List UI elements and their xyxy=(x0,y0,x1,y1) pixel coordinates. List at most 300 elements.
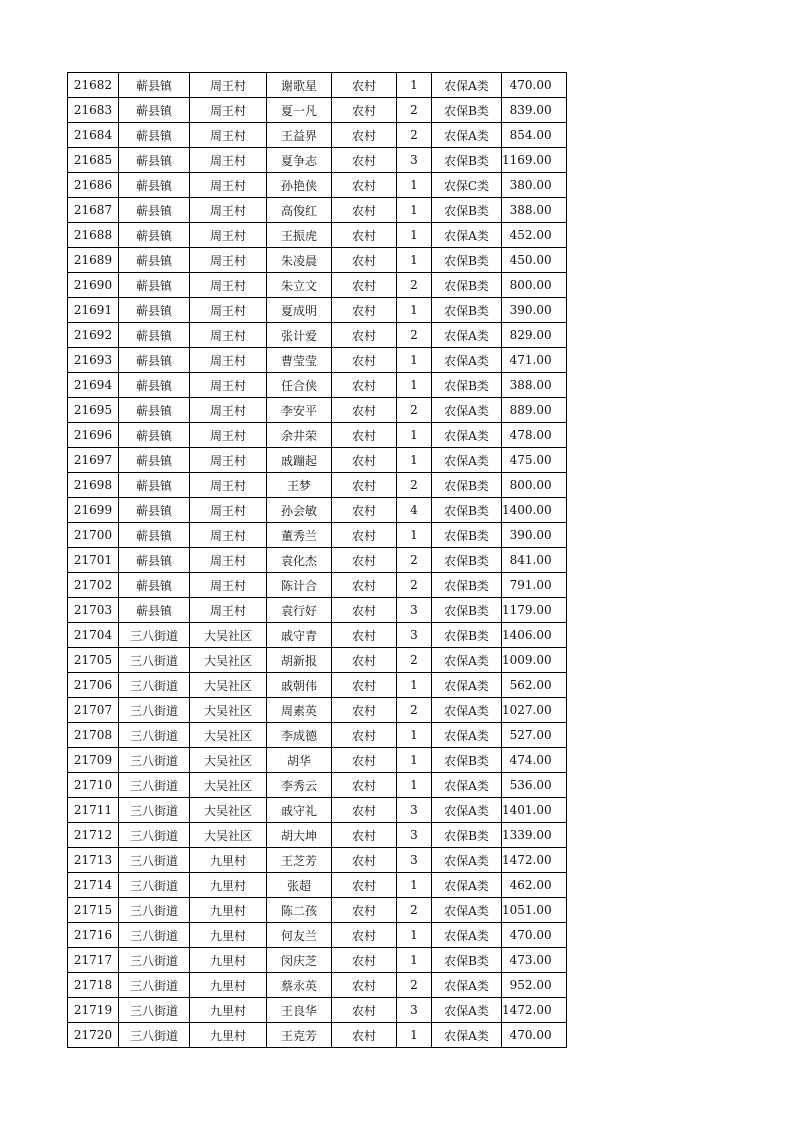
area-type-cell: 农村 xyxy=(332,373,397,398)
serial-number-cell: 21703 xyxy=(68,598,119,623)
town-cell: 三八街道 xyxy=(119,798,190,823)
area-type-cell: 农村 xyxy=(332,498,397,523)
table-row xyxy=(68,573,567,598)
serial-number-cell: 21708 xyxy=(68,723,119,748)
town-cell: 三八街道 xyxy=(119,973,190,998)
category-cell: 农保A类 xyxy=(432,973,502,998)
category-cell: 农保B类 xyxy=(432,523,502,548)
household-count-cell: 1 xyxy=(397,373,432,398)
area-type-cell: 农村 xyxy=(332,273,397,298)
village-cell: 大吴社区 xyxy=(190,748,267,773)
area-type-cell: 农村 xyxy=(332,448,397,473)
town-cell: 蕲县镇 xyxy=(119,548,190,573)
name-cell: 袁行好 xyxy=(267,598,332,623)
table-row xyxy=(68,448,567,473)
area-type-cell: 农村 xyxy=(332,573,397,598)
table-row xyxy=(68,898,567,923)
table-row xyxy=(68,223,567,248)
household-count-cell: 3 xyxy=(397,623,432,648)
category-cell: 农保A类 xyxy=(432,848,502,873)
town-cell: 三八街道 xyxy=(119,823,190,848)
area-type-cell: 农村 xyxy=(332,73,397,98)
name-cell: 王克芳 xyxy=(267,1023,332,1048)
town-cell: 蕲县镇 xyxy=(119,73,190,98)
serial-number-cell: 21694 xyxy=(68,373,119,398)
amount-cell: 952.00 xyxy=(502,973,567,998)
town-cell: 三八街道 xyxy=(119,673,190,698)
household-count-cell: 1 xyxy=(397,1023,432,1048)
village-cell: 九里村 xyxy=(190,998,267,1023)
name-cell: 周素英 xyxy=(267,698,332,723)
name-cell: 胡大坤 xyxy=(267,823,332,848)
category-cell: 农保B类 xyxy=(432,623,502,648)
serial-number-cell: 21699 xyxy=(68,498,119,523)
name-cell: 王振虎 xyxy=(267,223,332,248)
household-count-cell: 2 xyxy=(397,648,432,673)
household-count-cell: 2 xyxy=(397,273,432,298)
household-count-cell: 3 xyxy=(397,148,432,173)
name-cell: 夏成明 xyxy=(267,298,332,323)
amount-cell: 1051.00 xyxy=(502,898,567,923)
table-row xyxy=(68,748,567,773)
area-type-cell: 农村 xyxy=(332,398,397,423)
name-cell: 曹莹莹 xyxy=(267,348,332,373)
table-row xyxy=(68,1023,567,1048)
name-cell: 戚朝伟 xyxy=(267,673,332,698)
serial-number-cell: 21696 xyxy=(68,423,119,448)
category-cell: 农保A类 xyxy=(432,773,502,798)
amount-cell: 854.00 xyxy=(502,123,567,148)
town-cell: 三八街道 xyxy=(119,923,190,948)
serial-number-cell: 21684 xyxy=(68,123,119,148)
village-cell: 大吴社区 xyxy=(190,648,267,673)
category-cell: 农保A类 xyxy=(432,923,502,948)
serial-number-cell: 21717 xyxy=(68,948,119,973)
village-cell: 周王村 xyxy=(190,98,267,123)
area-type-cell: 农村 xyxy=(332,723,397,748)
category-cell: 农保B类 xyxy=(432,573,502,598)
table-row xyxy=(68,948,567,973)
name-cell: 李成德 xyxy=(267,723,332,748)
area-type-cell: 农村 xyxy=(332,348,397,373)
amount-cell: 1179.00 xyxy=(502,598,567,623)
table-row xyxy=(68,198,567,223)
town-cell: 三八街道 xyxy=(119,773,190,798)
amount-cell: 839.00 xyxy=(502,98,567,123)
name-cell: 孙艳侠 xyxy=(267,173,332,198)
household-count-cell: 2 xyxy=(397,323,432,348)
village-cell: 九里村 xyxy=(190,898,267,923)
town-cell: 蕲县镇 xyxy=(119,473,190,498)
town-cell: 蕲县镇 xyxy=(119,273,190,298)
village-cell: 周王村 xyxy=(190,248,267,273)
serial-number-cell: 21707 xyxy=(68,698,119,723)
name-cell: 余井荣 xyxy=(267,423,332,448)
area-type-cell: 农村 xyxy=(332,298,397,323)
amount-cell: 1472.00 xyxy=(502,848,567,873)
village-cell: 周王村 xyxy=(190,273,267,298)
table-row xyxy=(68,98,567,123)
town-cell: 蕲县镇 xyxy=(119,223,190,248)
village-cell: 九里村 xyxy=(190,873,267,898)
area-type-cell: 农村 xyxy=(332,1023,397,1048)
household-count-cell: 1 xyxy=(397,298,432,323)
category-cell: 农保A类 xyxy=(432,73,502,98)
table-row xyxy=(68,623,567,648)
household-count-cell: 4 xyxy=(397,498,432,523)
household-count-cell: 1 xyxy=(397,248,432,273)
household-count-cell: 3 xyxy=(397,823,432,848)
area-type-cell: 农村 xyxy=(332,748,397,773)
household-count-cell: 3 xyxy=(397,998,432,1023)
serial-number-cell: 21690 xyxy=(68,273,119,298)
village-cell: 周王村 xyxy=(190,123,267,148)
serial-number-cell: 21713 xyxy=(68,848,119,873)
town-cell: 蕲县镇 xyxy=(119,598,190,623)
name-cell: 戚守青 xyxy=(267,623,332,648)
category-cell: 农保B类 xyxy=(432,273,502,298)
amount-cell: 1009.00 xyxy=(502,648,567,673)
town-cell: 蕲县镇 xyxy=(119,373,190,398)
category-cell: 农保B类 xyxy=(432,98,502,123)
serial-number-cell: 21711 xyxy=(68,798,119,823)
table-row xyxy=(68,723,567,748)
household-count-cell: 3 xyxy=(397,798,432,823)
amount-cell: 1472.00 xyxy=(502,998,567,1023)
name-cell: 王梦 xyxy=(267,473,332,498)
household-count-cell: 1 xyxy=(397,223,432,248)
amount-cell: 562.00 xyxy=(502,673,567,698)
name-cell: 戚蹦起 xyxy=(267,448,332,473)
name-cell: 戚守礼 xyxy=(267,798,332,823)
category-cell: 农保A类 xyxy=(432,898,502,923)
category-cell: 农保B类 xyxy=(432,823,502,848)
amount-cell: 470.00 xyxy=(502,73,567,98)
village-cell: 周王村 xyxy=(190,298,267,323)
town-cell: 蕲县镇 xyxy=(119,323,190,348)
area-type-cell: 农村 xyxy=(332,173,397,198)
amount-cell: 474.00 xyxy=(502,748,567,773)
town-cell: 蕲县镇 xyxy=(119,123,190,148)
table-row xyxy=(68,498,567,523)
name-cell: 李秀云 xyxy=(267,773,332,798)
amount-cell: 889.00 xyxy=(502,398,567,423)
household-count-cell: 2 xyxy=(397,123,432,148)
category-cell: 农保B类 xyxy=(432,548,502,573)
household-count-cell: 1 xyxy=(397,748,432,773)
category-cell: 农保A类 xyxy=(432,348,502,373)
amount-cell: 390.00 xyxy=(502,298,567,323)
village-cell: 周王村 xyxy=(190,348,267,373)
town-cell: 蕲县镇 xyxy=(119,498,190,523)
category-cell: 农保A类 xyxy=(432,648,502,673)
household-count-cell: 3 xyxy=(397,598,432,623)
serial-number-cell: 21700 xyxy=(68,523,119,548)
name-cell: 闵庆芝 xyxy=(267,948,332,973)
amount-cell: 450.00 xyxy=(502,248,567,273)
amount-cell: 841.00 xyxy=(502,548,567,573)
category-cell: 农保A类 xyxy=(432,673,502,698)
household-count-cell: 1 xyxy=(397,173,432,198)
name-cell: 孙会敏 xyxy=(267,498,332,523)
amount-cell: 1339.00 xyxy=(502,823,567,848)
household-count-cell: 2 xyxy=(397,573,432,598)
name-cell: 陈计合 xyxy=(267,573,332,598)
table-row xyxy=(68,323,567,348)
category-cell: 农保B类 xyxy=(432,148,502,173)
table-row xyxy=(68,848,567,873)
village-cell: 周王村 xyxy=(190,498,267,523)
amount-cell: 388.00 xyxy=(502,198,567,223)
serial-number-cell: 21706 xyxy=(68,673,119,698)
category-cell: 农保B类 xyxy=(432,198,502,223)
category-cell: 农保A类 xyxy=(432,448,502,473)
amount-cell: 1169.00 xyxy=(502,148,567,173)
serial-number-cell: 21715 xyxy=(68,898,119,923)
town-cell: 蕲县镇 xyxy=(119,98,190,123)
name-cell: 蔡永英 xyxy=(267,973,332,998)
area-type-cell: 农村 xyxy=(332,648,397,673)
table-row xyxy=(68,398,567,423)
area-type-cell: 农村 xyxy=(332,148,397,173)
town-cell: 蕲县镇 xyxy=(119,173,190,198)
table-row xyxy=(68,873,567,898)
village-cell: 九里村 xyxy=(190,848,267,873)
household-count-cell: 2 xyxy=(397,973,432,998)
serial-number-cell: 21720 xyxy=(68,1023,119,1048)
town-cell: 三八街道 xyxy=(119,723,190,748)
table-row xyxy=(68,648,567,673)
category-cell: 农保A类 xyxy=(432,998,502,1023)
serial-number-cell: 21712 xyxy=(68,823,119,848)
name-cell: 任合侠 xyxy=(267,373,332,398)
records-table-body xyxy=(68,73,567,1048)
amount-cell: 527.00 xyxy=(502,723,567,748)
area-type-cell: 农村 xyxy=(332,598,397,623)
table-row xyxy=(68,348,567,373)
village-cell: 周王村 xyxy=(190,373,267,398)
town-cell: 蕲县镇 xyxy=(119,398,190,423)
town-cell: 蕲县镇 xyxy=(119,448,190,473)
area-type-cell: 农村 xyxy=(332,948,397,973)
amount-cell: 380.00 xyxy=(502,173,567,198)
serial-number-cell: 21691 xyxy=(68,298,119,323)
town-cell: 三八街道 xyxy=(119,948,190,973)
town-cell: 三八街道 xyxy=(119,848,190,873)
household-count-cell: 1 xyxy=(397,948,432,973)
village-cell: 周王村 xyxy=(190,323,267,348)
name-cell: 王益界 xyxy=(267,123,332,148)
household-count-cell: 2 xyxy=(397,473,432,498)
household-count-cell: 1 xyxy=(397,348,432,373)
name-cell: 何友兰 xyxy=(267,923,332,948)
household-count-cell: 1 xyxy=(397,523,432,548)
town-cell: 蕲县镇 xyxy=(119,348,190,373)
household-count-cell: 3 xyxy=(397,848,432,873)
category-cell: 农保A类 xyxy=(432,123,502,148)
village-cell: 大吴社区 xyxy=(190,798,267,823)
serial-number-cell: 21695 xyxy=(68,398,119,423)
category-cell: 农保B类 xyxy=(432,473,502,498)
household-count-cell: 1 xyxy=(397,198,432,223)
serial-number-cell: 21687 xyxy=(68,198,119,223)
table-row xyxy=(68,923,567,948)
serial-number-cell: 21689 xyxy=(68,248,119,273)
table-row xyxy=(68,798,567,823)
village-cell: 大吴社区 xyxy=(190,823,267,848)
town-cell: 三八街道 xyxy=(119,623,190,648)
table-row xyxy=(68,823,567,848)
serial-number-cell: 21698 xyxy=(68,473,119,498)
amount-cell: 800.00 xyxy=(502,273,567,298)
serial-number-cell: 21688 xyxy=(68,223,119,248)
name-cell: 袁化杰 xyxy=(267,548,332,573)
table-row xyxy=(68,698,567,723)
serial-number-cell: 21716 xyxy=(68,923,119,948)
name-cell: 朱凌晨 xyxy=(267,248,332,273)
village-cell: 九里村 xyxy=(190,948,267,973)
category-cell: 农保A类 xyxy=(432,323,502,348)
household-count-cell: 2 xyxy=(397,398,432,423)
serial-number-cell: 21704 xyxy=(68,623,119,648)
serial-number-cell: 21682 xyxy=(68,73,119,98)
area-type-cell: 农村 xyxy=(332,473,397,498)
area-type-cell: 农村 xyxy=(332,848,397,873)
records-table xyxy=(67,72,567,1048)
town-cell: 蕲县镇 xyxy=(119,573,190,598)
household-count-cell: 1 xyxy=(397,423,432,448)
area-type-cell: 农村 xyxy=(332,698,397,723)
area-type-cell: 农村 xyxy=(332,123,397,148)
village-cell: 大吴社区 xyxy=(190,723,267,748)
village-cell: 周王村 xyxy=(190,223,267,248)
area-type-cell: 农村 xyxy=(332,198,397,223)
town-cell: 三八街道 xyxy=(119,898,190,923)
town-cell: 三八街道 xyxy=(119,648,190,673)
town-cell: 三八街道 xyxy=(119,873,190,898)
amount-cell: 536.00 xyxy=(502,773,567,798)
area-type-cell: 农村 xyxy=(332,98,397,123)
village-cell: 大吴社区 xyxy=(190,698,267,723)
category-cell: 农保B类 xyxy=(432,748,502,773)
village-cell: 周王村 xyxy=(190,398,267,423)
household-count-cell: 1 xyxy=(397,923,432,948)
household-count-cell: 2 xyxy=(397,898,432,923)
category-cell: 农保B类 xyxy=(432,948,502,973)
village-cell: 九里村 xyxy=(190,973,267,998)
village-cell: 大吴社区 xyxy=(190,623,267,648)
area-type-cell: 农村 xyxy=(332,998,397,1023)
area-type-cell: 农村 xyxy=(332,623,397,648)
village-cell: 周王村 xyxy=(190,148,267,173)
name-cell: 张计爱 xyxy=(267,323,332,348)
household-count-cell: 1 xyxy=(397,448,432,473)
village-cell: 周王村 xyxy=(190,598,267,623)
amount-cell: 1400.00 xyxy=(502,498,567,523)
name-cell: 谢歌星 xyxy=(267,73,332,98)
table-row xyxy=(68,173,567,198)
area-type-cell: 农村 xyxy=(332,898,397,923)
area-type-cell: 农村 xyxy=(332,823,397,848)
household-count-cell: 1 xyxy=(397,73,432,98)
household-count-cell: 1 xyxy=(397,873,432,898)
category-cell: 农保A类 xyxy=(432,798,502,823)
category-cell: 农保A类 xyxy=(432,423,502,448)
village-cell: 周王村 xyxy=(190,473,267,498)
amount-cell: 475.00 xyxy=(502,448,567,473)
name-cell: 夏一凡 xyxy=(267,98,332,123)
category-cell: 农保B类 xyxy=(432,248,502,273)
serial-number-cell: 21709 xyxy=(68,748,119,773)
village-cell: 周王村 xyxy=(190,423,267,448)
amount-cell: 452.00 xyxy=(502,223,567,248)
serial-number-cell: 21719 xyxy=(68,998,119,1023)
name-cell: 夏争志 xyxy=(267,148,332,173)
town-cell: 蕲县镇 xyxy=(119,248,190,273)
household-count-cell: 1 xyxy=(397,673,432,698)
village-cell: 周王村 xyxy=(190,173,267,198)
town-cell: 蕲县镇 xyxy=(119,423,190,448)
village-cell: 大吴社区 xyxy=(190,773,267,798)
category-cell: 农保A类 xyxy=(432,723,502,748)
town-cell: 蕲县镇 xyxy=(119,298,190,323)
table-row xyxy=(68,298,567,323)
table-row xyxy=(68,248,567,273)
town-cell: 蕲县镇 xyxy=(119,198,190,223)
household-count-cell: 2 xyxy=(397,98,432,123)
category-cell: 农保B类 xyxy=(432,498,502,523)
amount-cell: 462.00 xyxy=(502,873,567,898)
amount-cell: 473.00 xyxy=(502,948,567,973)
serial-number-cell: 21685 xyxy=(68,148,119,173)
data-sheet xyxy=(67,72,567,1048)
table-row xyxy=(68,473,567,498)
name-cell: 李安平 xyxy=(267,398,332,423)
area-type-cell: 农村 xyxy=(332,973,397,998)
name-cell: 王芝芳 xyxy=(267,848,332,873)
village-cell: 周王村 xyxy=(190,573,267,598)
household-count-cell: 1 xyxy=(397,773,432,798)
serial-number-cell: 21710 xyxy=(68,773,119,798)
amount-cell: 1406.00 xyxy=(502,623,567,648)
amount-cell: 829.00 xyxy=(502,323,567,348)
village-cell: 九里村 xyxy=(190,1023,267,1048)
table-row xyxy=(68,998,567,1023)
serial-number-cell: 21686 xyxy=(68,173,119,198)
name-cell: 朱立文 xyxy=(267,273,332,298)
table-row xyxy=(68,523,567,548)
village-cell: 周王村 xyxy=(190,73,267,98)
village-cell: 九里村 xyxy=(190,923,267,948)
table-row xyxy=(68,148,567,173)
name-cell: 张超 xyxy=(267,873,332,898)
category-cell: 农保A类 xyxy=(432,398,502,423)
town-cell: 蕲县镇 xyxy=(119,523,190,548)
table-row xyxy=(68,123,567,148)
village-cell: 周王村 xyxy=(190,548,267,573)
category-cell: 农保B类 xyxy=(432,298,502,323)
amount-cell: 471.00 xyxy=(502,348,567,373)
amount-cell: 478.00 xyxy=(502,423,567,448)
area-type-cell: 农村 xyxy=(332,423,397,448)
name-cell: 王良华 xyxy=(267,998,332,1023)
name-cell: 胡新报 xyxy=(267,648,332,673)
amount-cell: 1401.00 xyxy=(502,798,567,823)
town-cell: 蕲县镇 xyxy=(119,148,190,173)
amount-cell: 791.00 xyxy=(502,573,567,598)
area-type-cell: 农村 xyxy=(332,548,397,573)
table-row xyxy=(68,773,567,798)
